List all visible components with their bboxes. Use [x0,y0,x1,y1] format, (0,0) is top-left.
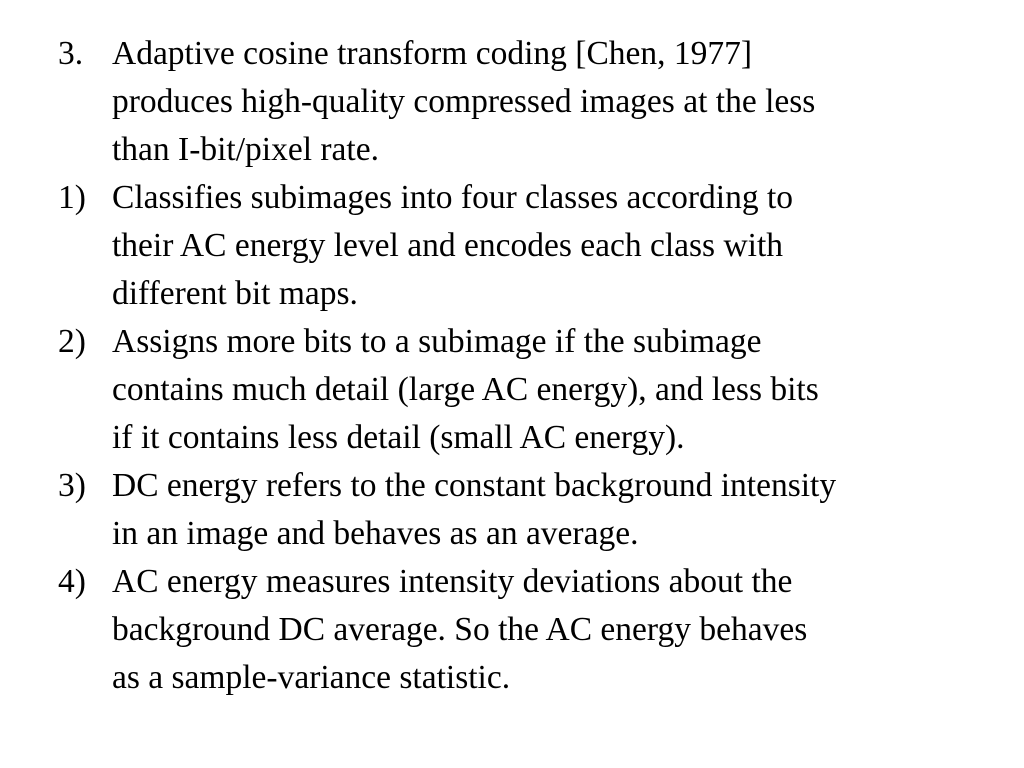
text-line: Classifies subimages into four classes according to [112,179,794,216]
text-line: contains much detail (large AC energy), and less bits [112,371,819,408]
text-line: Assigns more bits to a subimage if the subimage [112,323,762,360]
text-line: Adaptive cosine transform coding [Chen, 1977] [112,35,753,72]
text-line: if it contains less detail (small AC energy). [112,419,685,456]
list-item-text [112,318,988,462]
text-line: AC energy measures intensity deviations about the [112,563,793,600]
text-line: in an image and behaves as an average. [112,515,639,552]
list-item-number: 1) [58,179,86,216]
list-item [58,318,988,462]
list-item-number: 3. [58,35,84,72]
list-item-text [112,558,988,702]
text-line: as a sample-variance statistic. [112,659,511,696]
slide-body-list [58,30,988,702]
list-item-number: 3) [58,467,86,504]
text-line: than I-bit/pixel rate. [112,131,379,168]
list-item-text [112,174,988,318]
text-line: different bit maps. [112,275,358,312]
list-item-text [112,462,988,558]
list-item [58,30,988,174]
text-line: DC energy refers to the constant background intensity [112,467,837,504]
text-line: produces high-quality compressed images at the less [112,83,816,120]
text-line: background DC average. So the AC energy behaves [112,611,808,648]
text-line: their AC energy level and encodes each class with [112,227,784,264]
list-item-number: 4) [58,563,86,600]
list-item [58,174,988,318]
list-item [58,558,988,702]
list-item-text [112,30,988,174]
list-item-number: 2) [58,323,86,360]
list-item [58,462,988,558]
